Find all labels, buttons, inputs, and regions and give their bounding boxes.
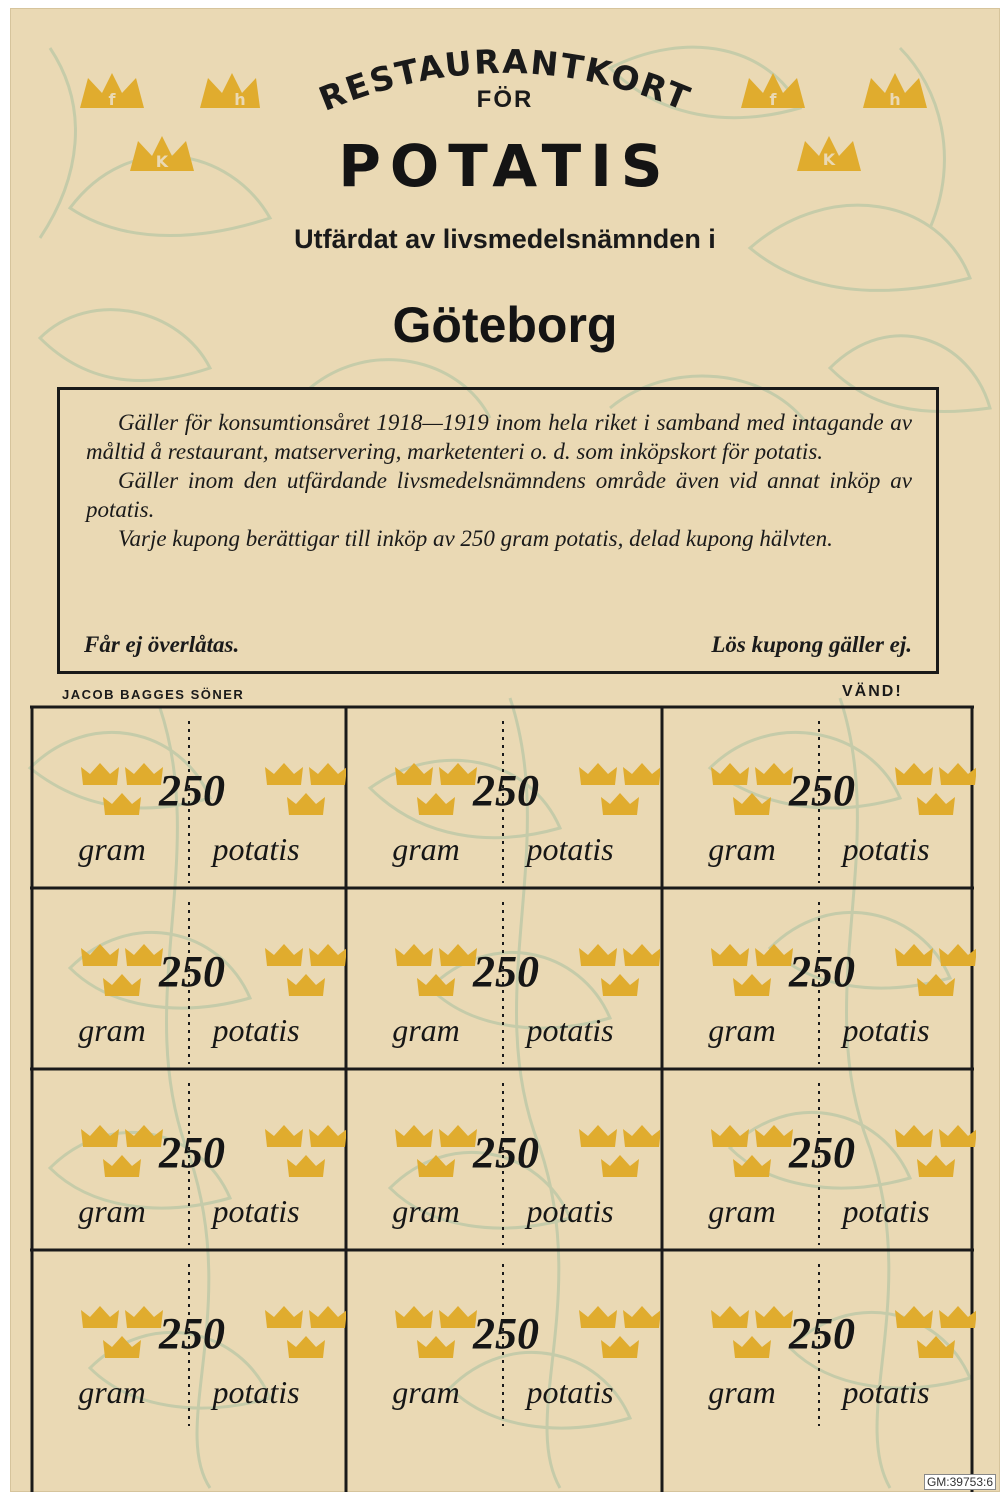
coupon [32,1069,346,1250]
three-crowns-right-icon [735,63,935,183]
coupon-amount: 250 [159,947,225,996]
coupon-unit-potatis: potatis [526,1374,614,1410]
coupon-amount: 250 [789,1309,855,1358]
issuer-line: Utfärdat av livsmedelsnämnden i [294,224,716,254]
coupon-unit-potatis: potatis [842,1374,930,1410]
coupon-unit-potatis: potatis [842,1193,930,1229]
coupon [346,888,660,1069]
coupon-unit-gram: gram [392,1012,460,1048]
svg-text:f: f [769,90,777,109]
coupon [662,888,976,1069]
svg-text:RESTAURANTKORT: RESTAURANTKORT [313,41,697,119]
svg-text:K: K [822,150,836,169]
coupon [32,707,346,888]
coupon-unit-potatis: potatis [526,1193,614,1229]
coupon-unit-gram: gram [78,1193,146,1229]
svg-text:f: f [108,90,116,109]
museum-catalog-id: GM:39753:6 [924,1474,996,1490]
coupon-unit-potatis: potatis [212,1193,300,1229]
rules-paragraph-coupon-value: Varje kupong berättigar till inköp av 250 gram potatis, delad kupong hälvten. [118,526,833,551]
coupon [662,707,976,888]
rules-paragraph-validity: Gäller för konsumtionsåret 1918—1919 inom hela riket i samband med intagande av måltid å restaurant, matservering, marketenteri o. d. som inköpskort för potatis. [86,410,912,464]
ration-card [10,8,1000,1492]
turn-over-note: VÄND! [842,683,903,700]
coupon-amount: 250 [789,1128,855,1177]
coupon-unit-gram: gram [78,1012,146,1048]
coupon-unit-potatis: potatis [212,831,300,867]
coupon-unit-gram: gram [708,831,776,867]
coupon-amount: 250 [159,1128,225,1177]
coupon-unit-gram: gram [708,1012,776,1048]
loose-coupon-note: Lös kupong gäller ej. [711,632,912,657]
coupon-unit-gram: gram [392,1374,460,1410]
svg-text:h: h [889,90,901,109]
main-title: POTATIS [338,132,672,200]
coupon-unit-potatis: potatis [842,1012,930,1048]
coupon-amount: 250 [473,1128,539,1177]
coupon [32,1250,346,1431]
svg-text:K: K [155,152,169,171]
coupon-unit-gram: gram [78,1374,146,1410]
coupon-amount: 250 [159,1309,225,1358]
coupon [346,1069,660,1250]
coupon-unit-gram: gram [78,831,146,867]
coupon-unit-gram: gram [708,1193,776,1229]
coupon [346,1250,660,1431]
city-name: Göteborg [392,297,618,353]
coupon-amount: 250 [473,947,539,996]
svg-text:h: h [234,90,246,109]
rules-paragraph-scope: Gäller inom den utfärdande livsmedelsnämndens område även vid annat inköp av potatis. [86,468,912,522]
coupon-amount: 250 [473,766,539,815]
coupon [662,1069,976,1250]
coupon-amount: 250 [159,766,225,815]
coupon-amount: 250 [789,766,855,815]
coupon-amount: 250 [473,1309,539,1358]
coupon [32,888,346,1069]
coupon-unit-potatis: potatis [212,1012,300,1048]
coupon-unit-gram: gram [392,831,460,867]
coupon-unit-gram: gram [392,1193,460,1229]
rules-box [57,387,939,674]
coupon-amount: 250 [789,947,855,996]
coupon-unit-potatis: potatis [526,831,614,867]
no-transfer-note: Får ej överlåtas. [84,632,240,657]
printer-name: JACOB BAGGES SÖNER [62,687,245,702]
three-crowns-left-icon [70,63,270,183]
coupon-unit-potatis: potatis [526,1012,614,1048]
coupon-grid [30,705,974,1492]
for-word: FÖR [476,86,534,113]
coupon-unit-potatis: potatis [842,831,930,867]
coupon [346,707,660,888]
coupon-unit-potatis: potatis [212,1374,300,1410]
coupon [662,1250,976,1431]
coupon-unit-gram: gram [708,1374,776,1410]
